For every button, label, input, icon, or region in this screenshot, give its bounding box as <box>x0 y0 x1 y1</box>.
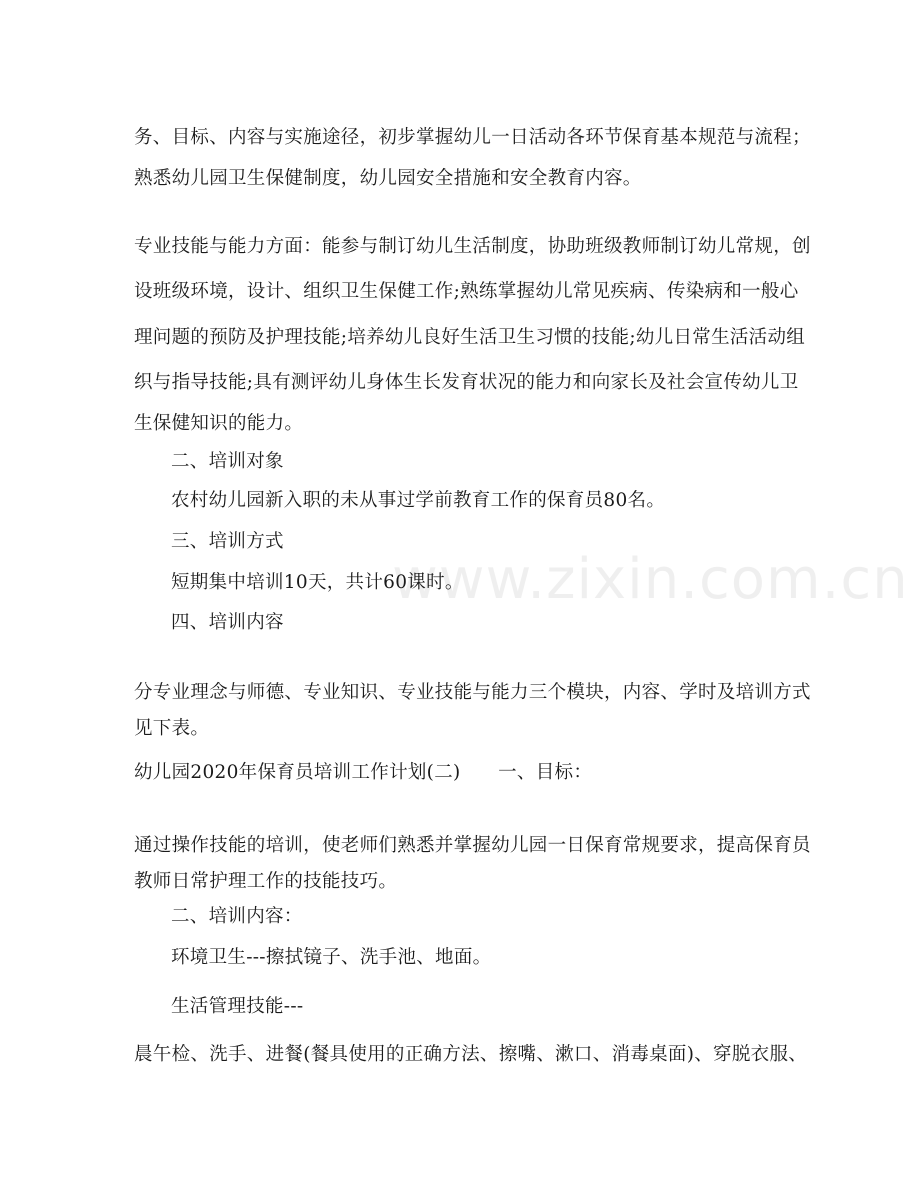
paragraph-line: 生活管理技能--- <box>171 996 304 1017</box>
paragraph-line: 专业技能与能力方面：能参与制订幼儿生活制度，协助班级教师制订幼儿常规，创 <box>134 236 811 257</box>
paragraph-line: 通过操作技能的培训，使老师们熟悉并掌握幼儿园一日保育常规要求，提高保育员 <box>134 835 811 856</box>
paragraph-line: 晨午检、洗手、进餐(餐具使用的正确方法、擦嘴、漱口、消毒桌面)、穿脱衣服、 <box>134 1044 808 1065</box>
paragraph-line: 分专业理念与师德、专业知识、专业技能与能力三个模块，内容、学时及培训方式 <box>134 682 811 703</box>
paragraph-line: 环境卫生---擦拭镜子、洗手池、地面。 <box>171 947 492 968</box>
paragraph-line: 织与指导技能;具有测评幼儿身体生长发育状况的能力和向家长及社会宣传幼儿卫 <box>134 372 799 393</box>
paragraph-line: 农村幼儿园新入职的未从事过学前教育工作的保育员80名。 <box>171 490 666 511</box>
paragraph-line: 教师日常护理工作的技能技巧。 <box>134 871 398 892</box>
paragraph-line: 熟悉幼儿园卫生保健制度，幼儿园安全措施和安全教育内容。 <box>134 168 642 189</box>
paragraph-line: 短期集中培训10天，共计60课时。 <box>171 572 464 593</box>
paragraph-line: 设班级环境，设计、组织卫生保健工作;熟练掌握幼儿常见疾病、传染病和一般心 <box>134 281 799 302</box>
paragraph-line: 见下表。 <box>134 718 210 739</box>
section-heading: 三、培训方式 <box>171 531 284 552</box>
paragraph-line: 生保健知识的能力。 <box>134 413 304 434</box>
section-heading: 四、培训内容 <box>171 612 284 633</box>
watermark: www.zixin.com.cn <box>392 547 909 612</box>
document-title-line: 幼儿园2020年保育员培训工作计划(二) 一、目标： <box>134 762 593 783</box>
paragraph-line: 务、目标、内容与实施途径，初步掌握幼儿一日活动各环节保育基本规范与流程； <box>134 127 811 148</box>
paragraph-line: 理问题的预防及护理技能;培养幼儿良好生活卫生习惯的技能;幼儿日常生活活动组 <box>134 327 806 348</box>
section-heading: 二、培训对象 <box>171 451 284 472</box>
section-heading: 二、培训内容： <box>171 906 303 927</box>
